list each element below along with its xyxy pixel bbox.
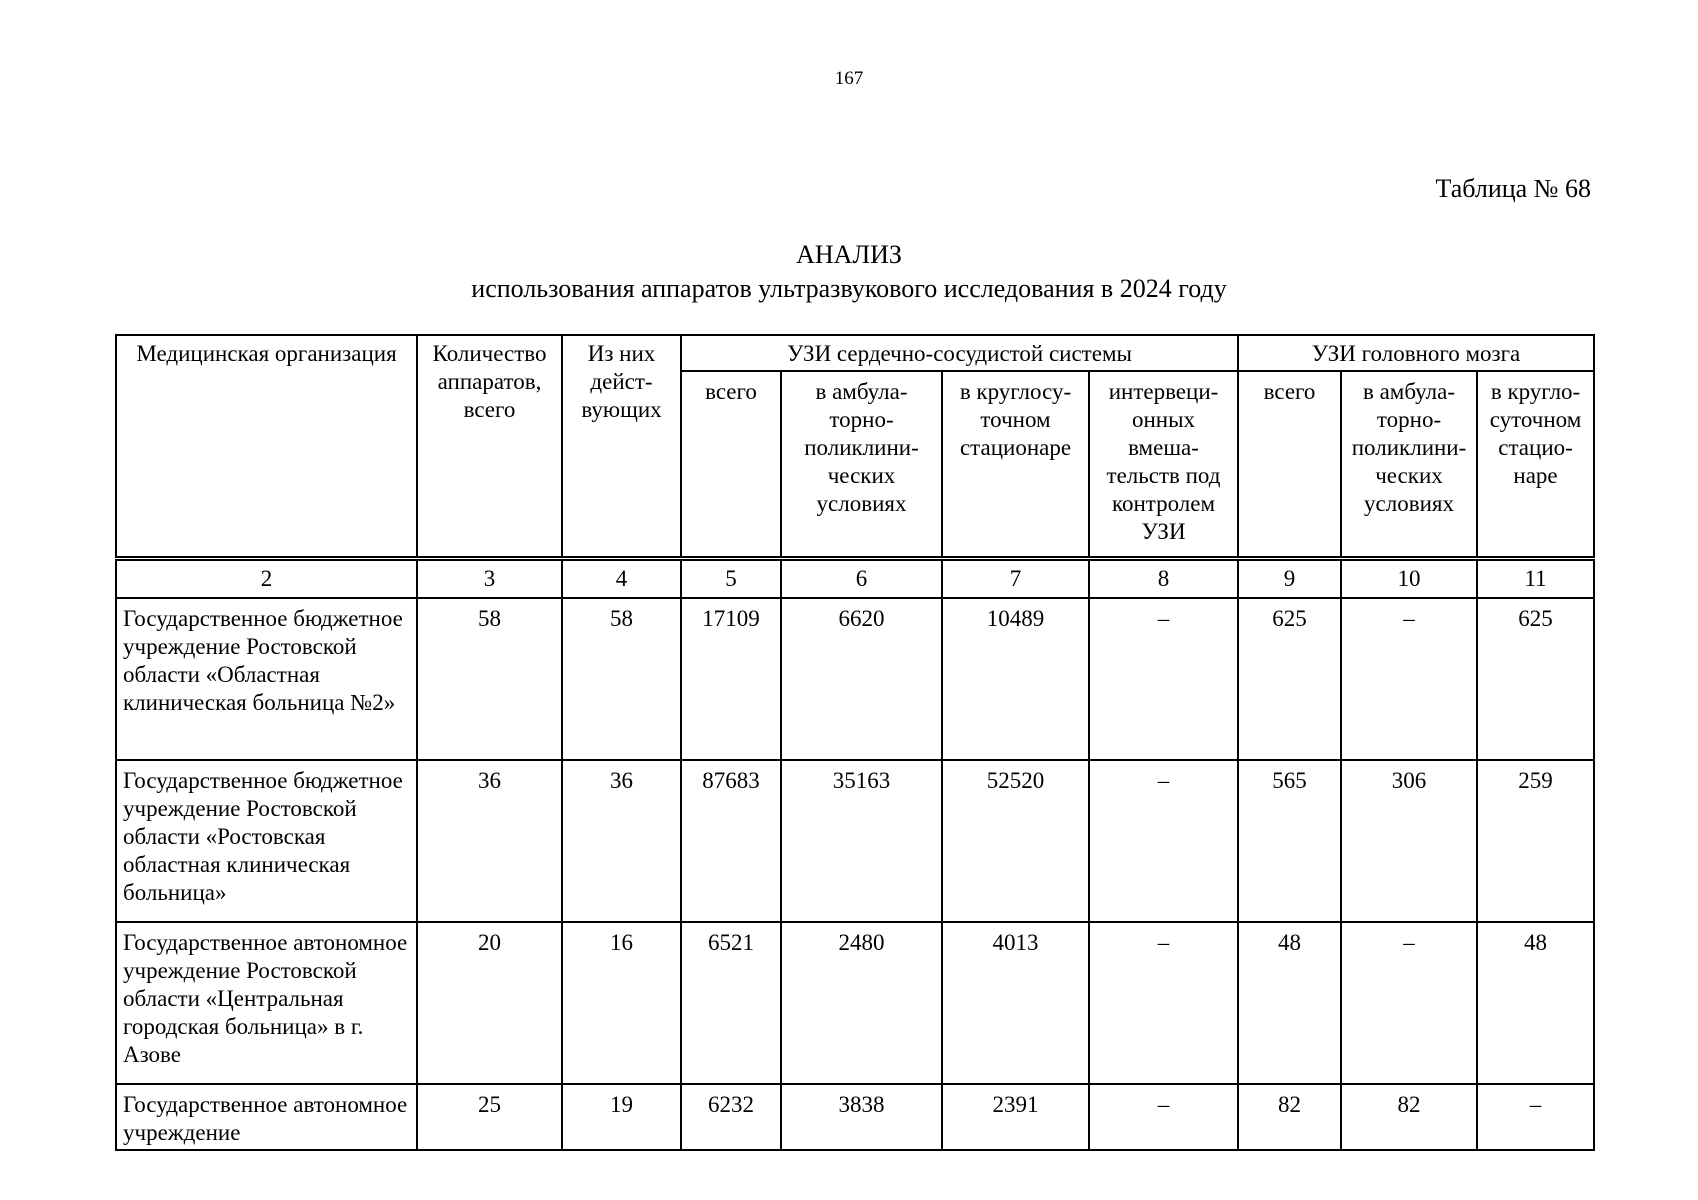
column-number: 11 bbox=[1477, 559, 1594, 599]
header-org: Медицинская организация bbox=[116, 335, 417, 559]
column-number: 7 bbox=[942, 559, 1089, 599]
org-name-cell: Государственное бюджетное учреждение Ростовской области «Ростовская областная клиническая больница» bbox=[116, 760, 417, 922]
table-number: Таблица № 68 bbox=[1435, 174, 1591, 203]
count-cell: 20 bbox=[417, 922, 562, 1084]
cardio-inpatient-cell: 2391 bbox=[942, 1084, 1089, 1150]
brain-inpatient-cell: 48 bbox=[1477, 922, 1594, 1084]
brain-total-cell: 565 bbox=[1238, 760, 1341, 922]
cardio-interventional-cell: – bbox=[1089, 922, 1238, 1084]
header-cardio-total: всего bbox=[681, 371, 781, 559]
brain-total-cell: 82 bbox=[1238, 1084, 1341, 1150]
org-name-cell: Государственное автономное учреждение Ростовской области «Центральная городская больница» в г. Азове bbox=[116, 922, 417, 1084]
brain-ambulatory-cell: – bbox=[1341, 922, 1477, 1084]
cardio-inpatient-cell: 4013 bbox=[942, 922, 1089, 1084]
count-cell: 58 bbox=[417, 598, 562, 760]
title-line-1: АНАЛИЗ bbox=[796, 240, 902, 269]
count-cell: 36 bbox=[417, 760, 562, 922]
active-cell: 16 bbox=[562, 922, 681, 1084]
cardio-inpatient-cell: 10489 bbox=[942, 598, 1089, 760]
cardio-ambulatory-cell: 6620 bbox=[781, 598, 942, 760]
brain-inpatient-cell: – bbox=[1477, 1084, 1594, 1150]
cardio-total-cell: 6521 bbox=[681, 922, 781, 1084]
cardio-inpatient-cell: 52520 bbox=[942, 760, 1089, 922]
title-line-2: использования аппаратов ультразвукового исследования в 2024 году bbox=[471, 274, 1227, 303]
table-row bbox=[116, 760, 1594, 922]
column-number: 9 bbox=[1238, 559, 1341, 599]
header-active: Из них дейст-вующих bbox=[562, 335, 681, 559]
column-number: 10 bbox=[1341, 559, 1477, 599]
cardio-total-cell: 87683 bbox=[681, 760, 781, 922]
cardio-total-cell: 17109 bbox=[681, 598, 781, 760]
cardio-interventional-cell: – bbox=[1089, 598, 1238, 760]
column-number: 8 bbox=[1089, 559, 1238, 599]
header-brain-inpatient: в кругло-суточном стацио-наре bbox=[1477, 371, 1594, 559]
header-brain-group: УЗИ головного мозга bbox=[1238, 335, 1594, 371]
column-number: 2 bbox=[116, 559, 417, 599]
org-name-cell: Государственное бюджетное учреждение Ростовской области «Областная клиническая больница №2» bbox=[116, 598, 417, 760]
cardio-interventional-cell: – bbox=[1089, 1084, 1238, 1150]
column-number-row bbox=[116, 559, 1594, 599]
header-cardio-ambulatory: в амбула-торно-поликлини-ческих условиях bbox=[781, 371, 942, 559]
brain-inpatient-cell: 625 bbox=[1477, 598, 1594, 760]
ultrasound-usage-table bbox=[115, 334, 1595, 1151]
cardio-ambulatory-cell: 2480 bbox=[781, 922, 942, 1084]
brain-ambulatory-cell: 306 bbox=[1341, 760, 1477, 922]
brain-ambulatory-cell: 82 bbox=[1341, 1084, 1477, 1150]
header-cardio-interventional: интервеци-онных вмеша-тельств под контролем УЗИ bbox=[1089, 371, 1238, 559]
active-cell: 58 bbox=[562, 598, 681, 760]
header-cardio-group: УЗИ сердечно-сосудистой системы bbox=[681, 335, 1238, 371]
header-count: Количество аппаратов, всего bbox=[417, 335, 562, 559]
header-cardio-inpatient: в круглосу-точном стационаре bbox=[942, 371, 1089, 559]
document-title bbox=[0, 238, 1698, 306]
column-number: 4 bbox=[562, 559, 681, 599]
table-row bbox=[116, 598, 1594, 760]
count-cell: 25 bbox=[417, 1084, 562, 1150]
active-cell: 36 bbox=[562, 760, 681, 922]
header-brain-total: всего bbox=[1238, 371, 1341, 559]
column-number: 3 bbox=[417, 559, 562, 599]
page-number: 167 bbox=[834, 68, 864, 89]
header-brain-ambulatory: в амбула-торно-поликлини-ческих условиях bbox=[1341, 371, 1477, 559]
brain-inpatient-cell: 259 bbox=[1477, 760, 1594, 922]
brain-total-cell: 48 bbox=[1238, 922, 1341, 1084]
cardio-ambulatory-cell: 35163 bbox=[781, 760, 942, 922]
column-number: 5 bbox=[681, 559, 781, 599]
org-name-cell: Государственное автономное учреждение bbox=[116, 1084, 417, 1150]
cardio-total-cell: 6232 bbox=[681, 1084, 781, 1150]
active-cell: 19 bbox=[562, 1084, 681, 1150]
brain-ambulatory-cell: – bbox=[1341, 598, 1477, 760]
table-row bbox=[116, 1084, 1594, 1150]
cardio-ambulatory-cell: 3838 bbox=[781, 1084, 942, 1150]
cardio-interventional-cell: – bbox=[1089, 760, 1238, 922]
table-row bbox=[116, 922, 1594, 1084]
column-number: 6 bbox=[781, 559, 942, 599]
brain-total-cell: 625 bbox=[1238, 598, 1341, 760]
